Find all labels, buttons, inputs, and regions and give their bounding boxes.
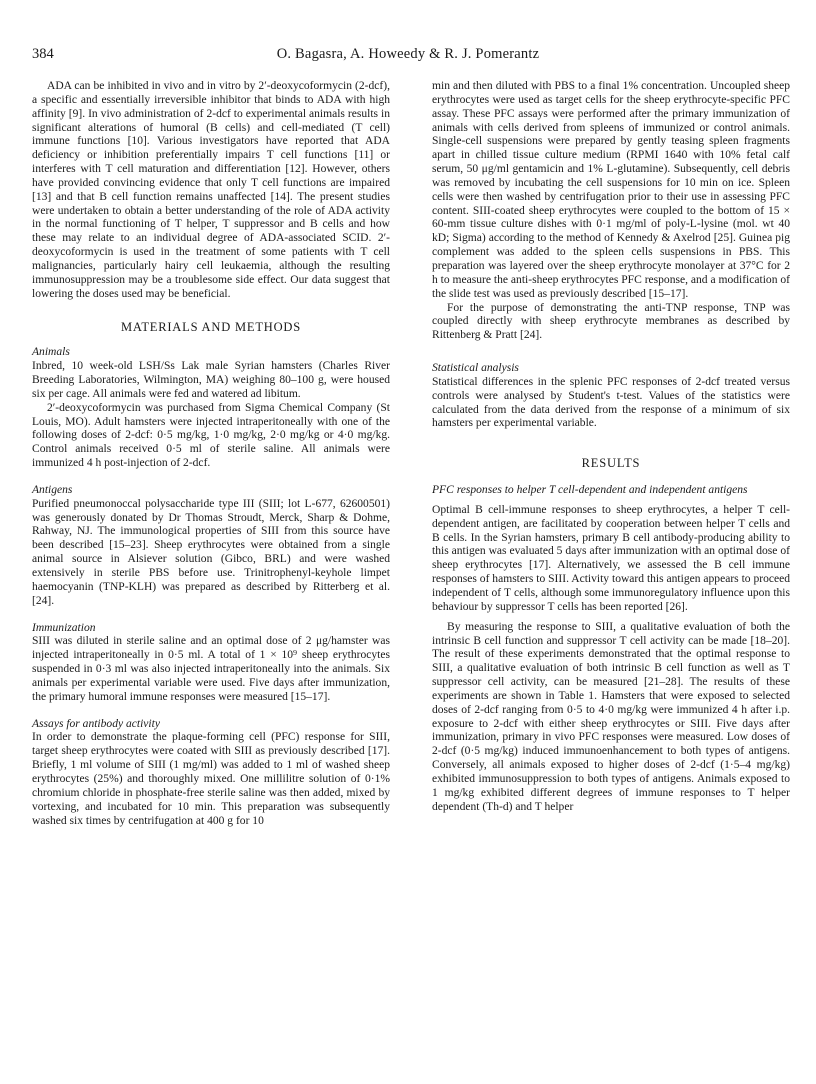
assays-paragraph: In order to demonstrate the plaque-forming cell (PFC) response for SIII, target sheep erythrocytes were coated with SIII as previously described [17]. Briefly, 1 ml volume of SIII (1 mg/ml) was added to 1 ml of washed sheep erythrocytes (25%) and thoroughly mixed. One millilitre solution of 0·1% chromium chloride in phosphate-free sterile saline was then added, mixed by vortexing, and incubated for 10 min. This preparation was subsequently washed six times by centrifugation at 400 g for 10 <box>32 731 390 827</box>
section-heading-materials-methods: MATERIALS AND METHODS <box>120 319 301 334</box>
subheading-immunization: Immunization <box>32 621 96 634</box>
tnp-paragraph: For the purpose of demonstrating the anti-TNP response, TNP was coupled directly with sheep erythrocyte membranes as described by Rittenberg & Pratt [24]. <box>432 301 790 342</box>
page-number: 384 <box>32 46 54 62</box>
subheading-statistical-analysis: Statistical analysis <box>432 362 519 375</box>
pfc-paragraph-1: Optimal B cell-immune responses to sheep erythrocytes, a helper T cell-dependent antigen, are facilitated by cooperation between helper T cells and B cells. In the Syrian hamsters, primary B cell antibody-producing ability to this antigen was evaluated 5 days after immunization with an optimal dose of sheep erythrocytes [17]. Alternatively, we assessed the B cell immune responses of hamsters to SIII. Activity toward this antigen appears to proceed independent of T cells, although some immunoregulatory influence upon this behaviour by suppressor T cells has been reported [26]. <box>432 503 790 613</box>
section-heading-results: RESULTS <box>581 456 641 471</box>
animals-paragraph-2: 2′-deoxycoformycin was purchased from Sigma Chemical Company (St Louis, MO). Adult hamsters were injected intraperitoneally with one of the following doses of 2-dcf: 0·5 mg/kg, 1·0 mg/kg, 2·0 mg/kg or 4·0 mg/kg. Control animals received 0·5 ml of sterile saline. All animals were immunized 4 h post-injection of 2-dcf. <box>32 401 390 470</box>
statistics-paragraph: Statistical differences in the splenic PFC responses of 2-dcf treated versus controls were analysed by Student's t-test. Values of the statistics were calculated from the data derived from the response of a minimum of six hamsters per experimental variable. <box>432 375 790 430</box>
subheading-assays: Assays for antibody activity <box>32 717 160 730</box>
left-column <box>32 80 390 828</box>
page-header <box>32 46 784 66</box>
antigens-paragraph: Purified pneumonoccal polysaccharide type III (SIII; lot L-677, 62600501) was generously donated by Dr Thomas Stroudt, Merck, Sharp & Dohme, Rahway, NJ. The immunological properties of SIII from this source have been described [15–23]. Sheep erythrocytes were obtained from a single animal source in Alsiever solution (Gibco, BRL) and were washed extensively in sterile PBS before use. Trinitrophenyl-keyhole limpet haemocyanin (TNP-KLH) was prepared as described by Ritterberg et al. [24]. <box>32 497 390 607</box>
animals-paragraph-1: Inbred, 10 week-old LSH/Ss Lak male Syrian hamsters (Charles River Breeding Laboratories, Wilmington, MA) weighing 80–100 g, were housed six per cage. All animals were fed and watered ad libitum. <box>32 360 390 400</box>
pfc-paragraph-2: By measuring the response to SIII, a qualitative evaluation of both the intrinsic B cell function and suppressor T cell activity can be made [18–20]. The result of these experiments demonstrated that the optimal response to SIII, a qualitative evaluation of both intrinsic B cell function as well as T suppressor cell activity, can be measured [21–28]. The results of these experiments are shown in Table 1. Hamsters that were exposed to selected doses of 2-dcf ranging from 0·5 to 4·0 mg/kg were immunized 4 h after i.p. exposure to 2-dcf with either sheep erythrocytes or SIII. Five days after immunization, primary in vivo PFC responses were measured. Low doses of 2-dcf (0·5 mg/kg) induced immunoenhancement to both types of antigens. Conversely, all animals exposed to higher doses of 2-dcf (1·5–4 mg/kg) exhibited immunosuppression to both types of antigens. Animals exposed to 1 mg/kg exhibited different degrees of immune responses to T helper dependent (Th-d) and T helper <box>432 620 790 813</box>
intro-paragraph: ADA can be inhibited in vivo and in vitro by 2′-deoxycoformycin (2-dcf), a specific and essentially irreversible inhibitor that binds to ADA with high affinity [9]. In vivo administration of 2-dcf to experimental animals results in significant alterations of humoral (B cells) and cell-mediated (T cell) immune functions [10]. Various investigators have reported that ADA deficiency or inhibition preferentially impairs T cell functions [11] or interferes with T cell maturation and differentiation [12]. However, others have provided convincing evidence that only T cell functions are impaired [13] and that B cell function remains unaffected [14]. The present studies were undertaken to obtain a better understanding of the role of ADA activity in the normal functioning of T helper, T suppressor and B cells and how these may relate to an individual degree of ADA-associated SCID. 2′-deoxycoformycin is used in the treatment of some patients with T cell malignancies, particularly hairy cell leukaemia, although the resulting immunosuppression may be a troublesome side effect. Our data suggest that lowering the doses used may be beneficial. <box>32 80 390 300</box>
subheading-antigens: Antigens <box>32 483 73 496</box>
immunization-paragraph: SIII was diluted in sterile saline and an optimal dose of 2 μg/hamster was injected intraperitoneally in 0·5 ml. A total of 1 × 10⁹ sheep erythrocytes suspended in 0·3 ml was also injected intraperitoneally into the animals. Six animals per experimental variable were used. Five days after immunization, the primary humoral immune responses were measured [15–17]. <box>32 635 390 703</box>
running-head-authors: O. Bagasra, A. Howeedy & R. J. Pomerantz <box>276 46 540 62</box>
subheading-pfc-responses: PFC responses to helper T cell-dependent and independent antigens <box>432 484 748 497</box>
right-column <box>432 80 790 815</box>
subheading-animals: Animals <box>32 346 70 359</box>
assays-paragraph-continued: min and then diluted with PBS to a final 1% concentration. Uncoupled sheep erythrocytes were used as target cells for the sheep erythrocyte-specific PFC assay. These PFC assays were performed after the primary immunization of animals with cells derived from spleens of immunized or control animals. Single-cell suspensions were prepared by gently teasing spleen fragments apart in chilled tissue culture medium (RPMI 1640 with 10% fetal calf serum, 50 μg/ml gentamicin and 1% L-glutamine). Subsequently, cell debris was removed by incubating the cell suspensions for 10 min on ice. Spleen cells were then washed by centrifugation prior to their use in assessing PFC content. SIII-coated sheep erythrocytes were coupled to the bottom of 15 × 60-mm tissue culture dishes with 0·1 mg/ml of poly-L-lysine (mol. wt 40 kD; Sigma) according to the method of Kennedy & Axelrod [25]. Guinea pig complement was added to the spleen cells suspensions in PBS. This preparation was layered over the sheep erythrocyte monolayer at 37°C for 2 h to measure the anti-sheep erythrocytes PFC response, and a modification of the slide test was used as previously described [15–17]. <box>432 80 790 300</box>
